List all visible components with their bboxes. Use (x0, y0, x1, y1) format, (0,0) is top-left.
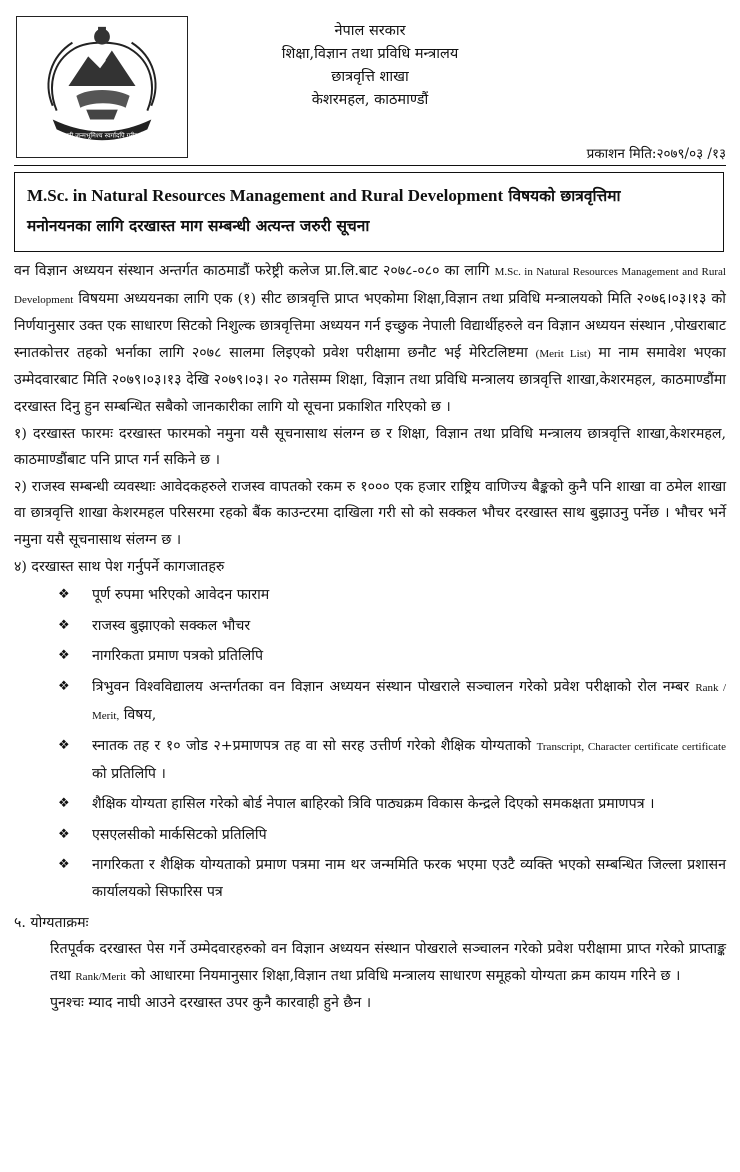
office-line-address: केशरमहल, काठमाण्डौं (311, 92, 429, 108)
documents-list (14, 582, 726, 906)
list-item (14, 674, 726, 729)
bullet-icon: ❖ (58, 678, 70, 694)
section-5-rank-merit: Rank/Merit (75, 970, 127, 983)
office-line-section: छात्रवृत्ति शाखा (331, 69, 409, 85)
intro-program-name: M.Sc. in Natural Resources Management and Rural Development (14, 266, 726, 306)
list-item-text: एसएलसीको मार्कसिटको प्रतिलिपि (92, 826, 267, 843)
bullet-icon: ❖ (58, 796, 70, 812)
section-5-tail: को आधारमा नियमानुसार शिक्षा,विज्ञान तथा प्रविधि मन्त्रालय साधारण समूहको योग्यता क्रम कायम गरिने छ । (126, 967, 681, 984)
title-nepali-2: मनोनयनका लागि दरखास्त माग सम्बन्धी अत्यन्त जरुरी सूचना (27, 216, 370, 235)
emblem-icon (17, 17, 187, 157)
list-item-text: नागरिकता प्रमाण पत्रको प्रतिलिपि (92, 648, 264, 665)
bullet-icon: ❖ (58, 617, 70, 633)
svg-text:जननी जन्मभूमिश्च स्वर्गादपि गर: जननी जन्मभूमिश्च स्वर्गादपि गरीयसी (59, 131, 145, 140)
intro-text-1: वन विज्ञान अध्ययन संस्थान अन्तर्गत काठमाडौं फरेष्ट्री कलेज प्रा.लि.बाट २०७८-०८० का लागि (14, 263, 495, 279)
list-item (14, 733, 726, 787)
list-item-english: Transcript, Character certificate certificate (536, 741, 726, 754)
postscript: पुनश्चः म्याद नाघी आउने दरखास्त उपर कुनै कारवाही हुने छैन । (50, 995, 372, 1012)
intro-paragraph (14, 258, 726, 421)
office-heading (200, 20, 540, 112)
government-emblem (16, 16, 188, 158)
list-item-english: Rank / Merit, (92, 681, 727, 722)
list-item-text: पूर्ण रुपमा भरिएको आवेदन फाराम (92, 587, 270, 604)
list-item-text: त्रिभुवन विश्वविद्यालय अन्तर्गतका वन विज्ञान अध्ययन संस्थान पोखराले सञ्चालन गरेको प्रवेश परीक्षाको रोल नम्बर (92, 678, 696, 695)
bullet-icon: ❖ (58, 587, 70, 603)
header-divider (14, 165, 726, 166)
section-2-revenue: २) राजस्व सम्बन्धी व्यवस्थाः आवेदकहरुले राजस्व वापतको रकम रु १००० एक हजार राष्ट्रिय वाणिज्य बैङ्कको कुनै पनि शाखा वा ठमेल शाखा वा छात्रवृत्ति शाखा केशरमहल परिसरमा रहको बैंक काउन्टरमा दाखिला गरी सो को सक्कल भौचर दरखास्त साथ बुझाउनु पर्नेछ । भौचर भर्ने नमुना यसै सूचनासाथ संलग्न छ । (14, 478, 726, 548)
list-item (14, 582, 726, 609)
list-item (14, 822, 726, 849)
section-5-heading: ५. योग्यताक्रमः (14, 914, 89, 931)
title-nepali-1: विषयको छात्रवृत्तिमा (508, 186, 621, 205)
list-item (14, 613, 726, 640)
intro-merit-list: (Merit List) (535, 347, 591, 360)
list-item-text: नागरिकता र शैक्षिक योग्यताको प्रमाण पत्रमा नाम थर जन्ममिति फरक भएमा एउटै व्यक्ति भएको सम्बन्धित जिल्ला प्रशासन कार्यालयको सिफारिस पत्र (92, 857, 726, 901)
bullet-icon: ❖ (58, 857, 70, 873)
section-4-heading: ४) दरखास्त साथ पेश गर्नुपर्ने कागजातहरु (14, 558, 225, 575)
list-item (14, 852, 726, 905)
bullet-icon: ❖ (58, 648, 70, 664)
title-english: M.Sc. in Natural Resources Management and Rural Development (27, 186, 504, 205)
list-item-text: शैक्षिक योग्यता हासिल गरेको बोर्ड नेपाल बाहिरको त्रिवि पाठ्यक्रम विकास केन्द्रले दिएको समकक्षता प्रमाणपत्र । (92, 796, 655, 813)
list-item (14, 643, 726, 670)
notice-title (14, 172, 724, 252)
list-item-tail: विषय, (119, 706, 157, 723)
list-item-tail: को प्रतिलिपि । (92, 765, 166, 782)
intro-text-3: मा नाम समावेश भएका उम्मेदवारबाट मिति २०७९।०३।१३ देखि २०७९।०३। २० गतेसम्म शिक्षा, विज्ञान तथा प्रविधि मन्त्रालय छात्रवृत्ति शाखा,केशरमहल, काठमाण्डौंमा दरखास्त दिनु हुन सम्बन्धित सबैको जानकारीका लागि यो सूचना प्रकाशित गरिएको छ । (14, 344, 726, 415)
bullet-icon: ❖ (58, 738, 70, 754)
office-line-government: नेपाल सरकार (334, 23, 406, 39)
section-1-application-form: १) दरखास्त फारमः दरखास्त फारमको नमुना यसै सूचनासाथ संलग्न छ र शिक्षा, विज्ञान तथा प्रविधि मन्त्रालय छात्रवृत्ति शाखा,केशरमहल, काठमाण्डौंबाट पनि प्राप्त गर्न सकिने छ । (14, 425, 726, 469)
notice-body (14, 258, 726, 1017)
intro-text-2: विषयमा अध्ययनका लागि एक (१) सीट छात्रवृत्ति प्राप्त भएकोमा शिक्षा,विज्ञान तथा प्रविधि मन्त्रालयको मिति २०७६।०३।१३ को निर्णयानुसार उक्त एक साधारण सिटको निशुल्क छात्रवृत्तिमा अध्ययन गर्न इच्छुक नेपाली विद्यार्थीहरुले वन विज्ञान अध्ययन संस्थान ,पोखराबाट स्नातकोत्तर तहको भर्नाका लागि २०७८ सालमा लिइएको प्रवेश परीक्षामा छनौट भई मेरिटलिष्टमा (14, 290, 726, 361)
list-item-text: राजस्व बुझाएको सक्कल भौचर (92, 617, 251, 634)
list-item-text: स्नातक तह र १० जोड २+प्रमाणपत्र तह वा सो सरह उत्तीर्ण गरेको शैक्षिक योग्यताको (92, 738, 537, 755)
list-item (14, 791, 726, 818)
office-line-ministry: शिक्षा,विज्ञान तथा प्रविधि मन्त्रालय (281, 46, 459, 62)
bullet-icon: ❖ (58, 826, 70, 842)
publication-date: प्रकाशन मिति:२०७९/०३ /१३ (586, 146, 726, 162)
section-5-paragraph (14, 936, 726, 990)
section-5-text: रितपूर्वक दरखास्त पेस गर्ने उम्मेदवारहरुको वन विज्ञान अध्ययन संस्थान पोखराले सञ्चालन गरेको प्रवेश परीक्षामा प्राप्त गरेको प्राप्ताङ्क तथा (50, 941, 726, 984)
